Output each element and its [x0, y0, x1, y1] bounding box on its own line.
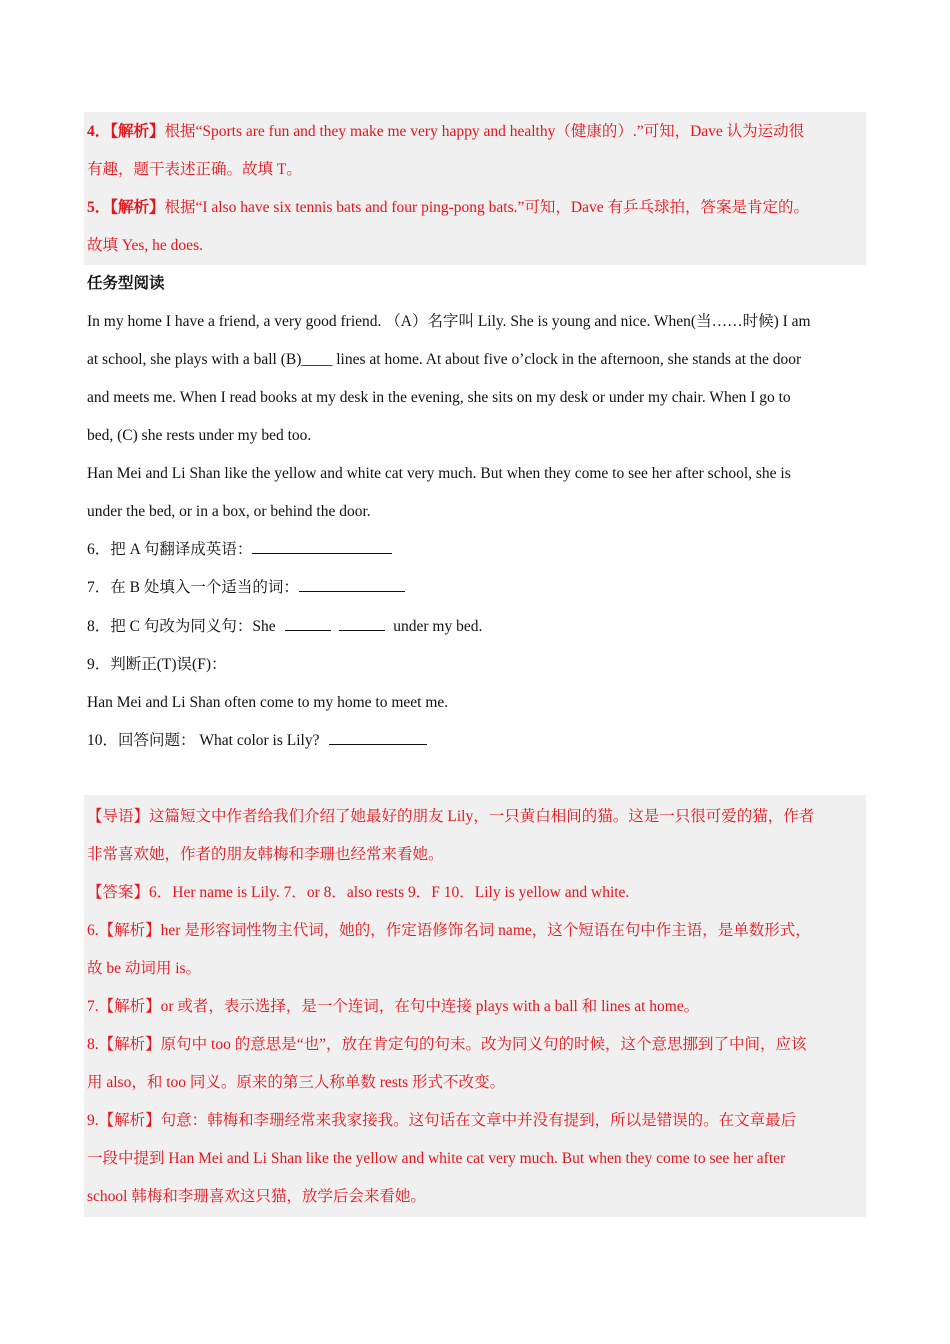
passage-line: under the bed, or in a box, or behind the door.: [87, 503, 371, 520]
question-9: 9．判断正(T)误(F)：: [87, 656, 227, 673]
answer-blank[interactable]: [252, 539, 392, 554]
answer-text: her 是形容词性物主代词，她的，作定语修饰名词 name，这个短语在句中作主语，是单数形式，: [160, 922, 811, 939]
answer-label: 【导语】: [87, 808, 150, 825]
passage-line: Han Mei and Li Shan like the yellow and white cat very much. But when they come to see her after school, she is: [87, 465, 791, 482]
passage-line: In my home I have a friend, a very good friend. （A）名字叫 Lily. She is young and nice. When(当……时候) I am: [87, 313, 811, 330]
passage-line: at school, she plays with a ball (B)____ lines at home. At about five o’clock in the afternoon, she stands at the door: [87, 351, 802, 368]
answer-text: 句意：韩梅和李珊经常来我家接我。这句话在文章中并没有提到，所以是错误的。在文章最后: [160, 1112, 797, 1129]
answer-text: 一段中提到 Han Mei and Li Shan like the yellow and white cat very much. But when they come to see her after: [87, 1150, 786, 1167]
question-text: 8．把 C 句改为同义句：She: [87, 618, 276, 635]
answer-label: 9.【解析】: [87, 1112, 161, 1129]
answer-text: 用 also，和 too 同义。原来的第三人称单数 rests 形式不改变。: [87, 1074, 506, 1091]
answer-label: 8.【解析】: [87, 1036, 161, 1053]
answer-label: 4．【解析】: [87, 123, 165, 140]
answer-label: 5．【解析】: [87, 199, 165, 216]
answer-text: 根据“I also have six tennis bats and four ping-pong bats.”可知，Dave 有乒乓球拍，答案是肯定的。: [164, 199, 809, 216]
answer-text: 这篇短文中作者给我们介绍了她最好的朋友 Lily，一只黄白相间的猫。这是一只很可爱的猫，作者: [149, 808, 815, 825]
answer-blank[interactable]: [329, 730, 427, 745]
question-text: 7．在 B 处填入一个适当的词：: [87, 579, 299, 596]
passage-line: bed, (C) she rests under my bed too.: [87, 427, 312, 444]
question-text: 6．把 A 句翻译成英语：: [87, 541, 253, 558]
explain-8-line-2: [87, 1072, 505, 1094]
answer-text: or 或者，表示选择，是一个连词，在句中连接 plays with a ball 和 lines at home。: [160, 998, 700, 1015]
question-9-statement: Han Mei and Li Shan often come to my home to meet me.: [87, 694, 449, 711]
question-6: [87, 539, 392, 561]
question-10: [87, 730, 427, 752]
answer-text: 根据“Sports are fun and they make me very happy and healthy（健康的）.”可知，Dave 认为运动很: [164, 123, 805, 140]
question-text: under my bed.: [393, 618, 483, 635]
answer-blank-1[interactable]: [285, 616, 331, 631]
question-text: 10．回答问题： What color is Lily?: [87, 732, 320, 749]
intro-line-1: [87, 806, 814, 828]
answer-4-line-1: [87, 121, 804, 143]
question-8: [87, 616, 482, 638]
answer-label: 7.【解析】: [87, 998, 161, 1015]
intro-line-2: [87, 844, 444, 866]
answer-text: 故填 Yes, he does.: [87, 237, 203, 254]
answer-label: 【答案】: [87, 884, 150, 901]
answer-key-line: [87, 882, 629, 904]
explain-9-line-1: [87, 1110, 796, 1132]
answer-text: school 韩梅和李珊喜欢这只猫，放学后会来看她。: [87, 1188, 426, 1205]
answer-4-line-2: [87, 159, 302, 181]
explain-9-line-2: [87, 1148, 785, 1170]
answer-text: 6．Her name is Lily. 7．or 8．also rests 9．F 10．Lily is yellow and white.: [149, 884, 630, 901]
explain-6-line-2: [87, 958, 201, 980]
answer-text: 原句中 too 的意思是“也”，放在肯定句的句末。改为同义句的时候，这个意思挪到了中间，应该: [160, 1036, 807, 1053]
answer-blank-2[interactable]: [339, 616, 385, 631]
question-7: [87, 577, 405, 599]
answer-text: 非常喜欢她，作者的朋友韩梅和李珊也经常来看她。: [87, 846, 444, 863]
passage-line: and meets me. When I read books at my desk in the evening, she sits on my desk or under my chair. When I go to: [87, 389, 791, 406]
answer-label: 6.【解析】: [87, 922, 161, 939]
answer-blank[interactable]: [299, 577, 405, 592]
answer-text: 有趣，题干表述正确。故填 T。: [87, 161, 302, 178]
answer-text: 故 be 动词用 is。: [87, 960, 202, 977]
answer-5-line-1: [87, 197, 809, 219]
answer-5-line-2: [87, 235, 203, 257]
explain-9-line-3: [87, 1186, 426, 1208]
explain-8-line-1: [87, 1034, 806, 1056]
explain-7-line-1: [87, 996, 699, 1018]
explain-6-line-1: [87, 920, 811, 942]
section-title: 任务型阅读: [87, 275, 165, 292]
